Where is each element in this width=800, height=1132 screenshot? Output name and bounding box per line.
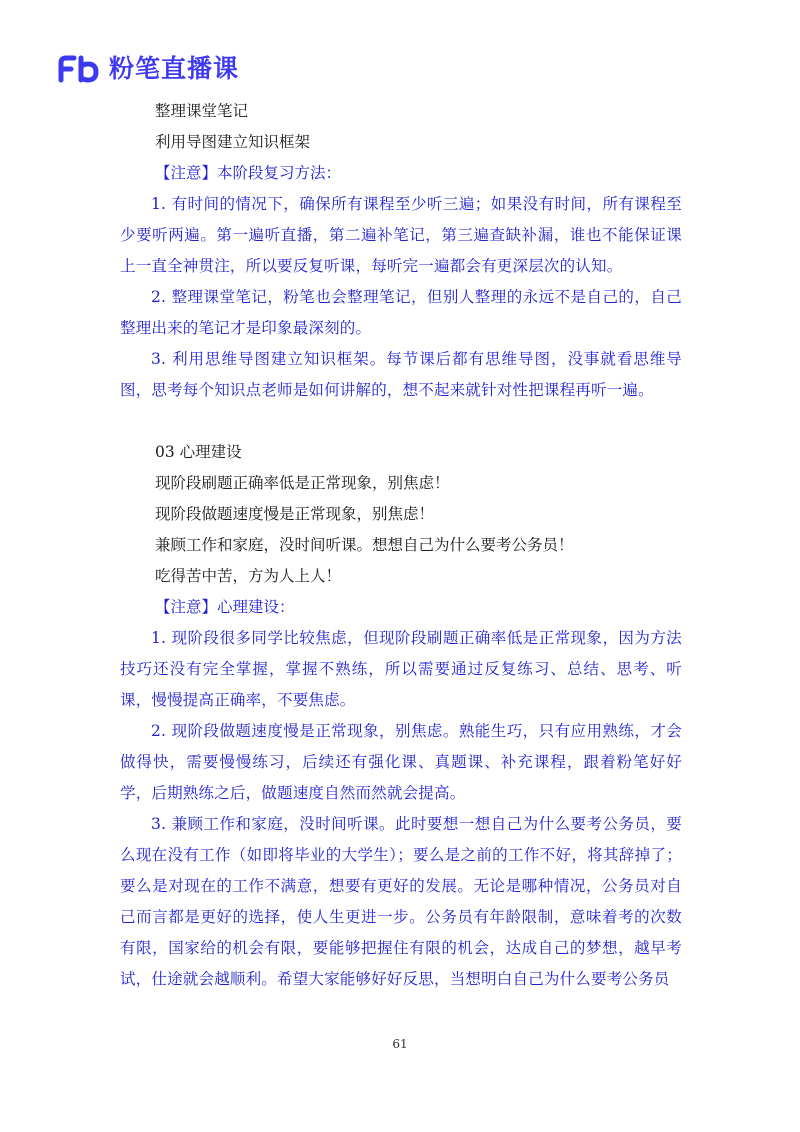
- body-line: 吃得苦中苦，方为人上人！: [155, 567, 342, 585]
- body-line: 现阶段做题速度慢是正常现象，别焦虑！: [155, 505, 435, 523]
- brand-name: 粉笔直播课: [109, 54, 240, 83]
- note-heading: 【注意】本阶段复习方法：: [155, 164, 342, 182]
- note-paragraph: 1. 有时间的情况下，确保所有课程至少听三遍；如果没有时间，所有课程至少要听两遍。第一遍听直播，第二遍补笔记，第三遍查缺补漏，谁也不能保证课上一直全神贯注，所以要反复听课，每听完一遍都会有更深层次的认知。: [120, 195, 682, 275]
- note-paragraph: 2. 现阶段做题速度慢是正常现象，别焦虑。熟能生巧，只有应用熟练，才会做得快，需要慢慢练习，后续还有强化课、真题课、补充课程，跟着粉笔好好学，后期熟练之后，做题速度自然而然就会提高。: [120, 722, 682, 802]
- note-heading: 【注意】心理建设：: [155, 598, 295, 616]
- note-paragraph: 3. 利用思维导图建立知识框架。每节课后都有思维导图，没事就看思维导图，思考每个知识点老师是如何讲解的，想不起来就针对性把课程再听一遍。: [120, 350, 682, 399]
- body-line: 整理课堂笔记: [155, 102, 249, 120]
- fb-logo-icon: [57, 54, 101, 84]
- note-paragraph: 1. 现阶段很多同学比较焦虑，但现阶段刷题正确率低是正常现象，因为方法技巧还没有完全掌握，掌握不熟练，所以需要通过反复练习、总结、思考、听课，慢慢提高正确率，不要焦虑。: [120, 629, 682, 709]
- paragraph-spacer: [120, 406, 682, 437]
- body-line: 现阶段刷题正确率低是正常现象，别焦虑！: [155, 474, 450, 492]
- note-paragraph: 2. 整理课堂笔记，粉笔也会整理笔记，但别人整理的永远不是自己的，自己整理出来的笔记才是印象最深刻的。: [120, 288, 682, 337]
- brand-logo: [57, 53, 239, 85]
- body-line: 利用导图建立知识框架: [155, 133, 311, 151]
- document-body: [120, 96, 682, 995]
- section-title: 03 心理建设: [155, 443, 242, 461]
- body-line: 兼顾工作和家庭，没时间听课。想想自己为什么要考公务员！: [155, 536, 574, 554]
- page-number: 61: [392, 1037, 408, 1051]
- note-paragraph: 3. 兼顾工作和家庭，没时间听课。此时要想一想自己为什么要考公务员，要么现在没有工作（如即将毕业的大学生）；要么是之前的工作不好，将其辞掉了；要么是对现在的工作不满意，想要有更好的发展。无论是哪种情况，公务员对自己而言都是更好的选择，使人生更进一步。公务员有年龄限制，意味着考的次数有限，国家给的机会有限，要能够把握住有限的机会，达成自己的梦想，越早考试，仕途就会越顺利。希望大家能够好好反思，当想明白自己为什么要考公务员: [120, 815, 682, 988]
